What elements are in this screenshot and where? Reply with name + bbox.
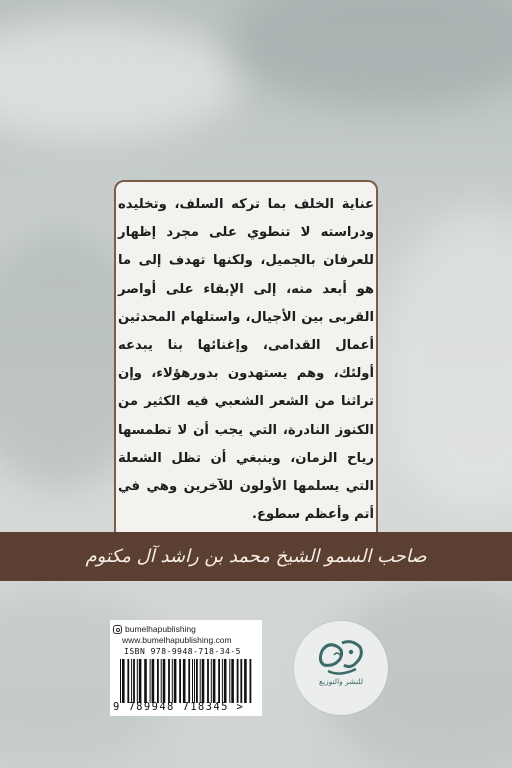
barcode-bar [179,659,181,703]
quote-text: عناية الخلف بما تركه السلف، وتخليده ودراسته لا تنطوي على مجرد إظهار للعرفان بالجميل، ولكنها تهدف إلى ما هو أبعد منه، إلى الإبقاء على أواصر القربى بين الأجيال، واستلهام المحدثين أعمال القدامى، وإغنائها بنا يبدعه أولئك، وهم يستهدون بدورهؤلاء، وإن تراثنا من الشعر الشعبي فيه الكثير من الكنوز النادرة، التي يجب أن لا تطمسها رياح الزمان، وينبغي أن تظل الشعلة التي يسلمها الأولون للآخرين وهي في أتم وأعظم سطوع. [118,197,374,523]
barcode-bar [163,659,166,703]
publisher-website: www.bumelhapublishing.com [122,635,232,645]
barcode-bar [174,659,177,703]
barcode-bar [127,659,129,703]
instagram-icon [113,625,122,634]
barcode-bar [157,659,159,703]
logo-calligraphy-icon [294,621,388,715]
author-band [0,532,512,581]
barcode-bar [139,659,142,703]
barcode-bar [207,659,209,703]
barcode-bar [229,659,230,703]
author-name: صاحب السمو الشيخ محمد بن راشد آل مكتوم [85,546,427,567]
barcode-bar [218,659,220,703]
barcode-bar [131,659,132,703]
barcode-bar [250,659,252,703]
barcode-bar [231,659,234,703]
social-handle-row [113,623,196,635]
barcode-bar [168,659,170,703]
barcode-bar [144,659,147,703]
barcode-bar [240,659,242,703]
barcode-bar [137,659,138,703]
barcode-digits: 9 789948 718345 > [113,701,245,713]
barcode-bar [194,659,195,703]
isbn-barcode [118,659,254,703]
publisher-logo [294,621,388,715]
barcode-bar [211,659,212,703]
barcode-bar [161,659,162,703]
barcode-bar [150,659,151,703]
barcode-bar [213,659,216,703]
social-handle: bumelhapublishing [125,624,196,634]
barcode-bar [237,659,239,703]
isbn-label: ISBN 978-9948-718-34-5 [124,647,241,656]
barcode-bar [192,659,193,703]
barcode-bar [222,659,223,703]
barcode-bar [152,659,155,703]
barcode-bar [244,659,247,703]
barcode-bar [196,659,198,703]
barcode-bar [133,659,135,703]
barcode-bar [202,659,205,703]
logo-tagline: للنشر والتوزيع [318,677,364,686]
barcode-bar [120,659,121,703]
barcode-bar [183,659,186,703]
barcode-bar [188,659,190,703]
barcode-bar [224,659,227,703]
barcode-bar [172,659,173,703]
barcode-bar [122,659,125,703]
barcode-bar [200,659,201,703]
